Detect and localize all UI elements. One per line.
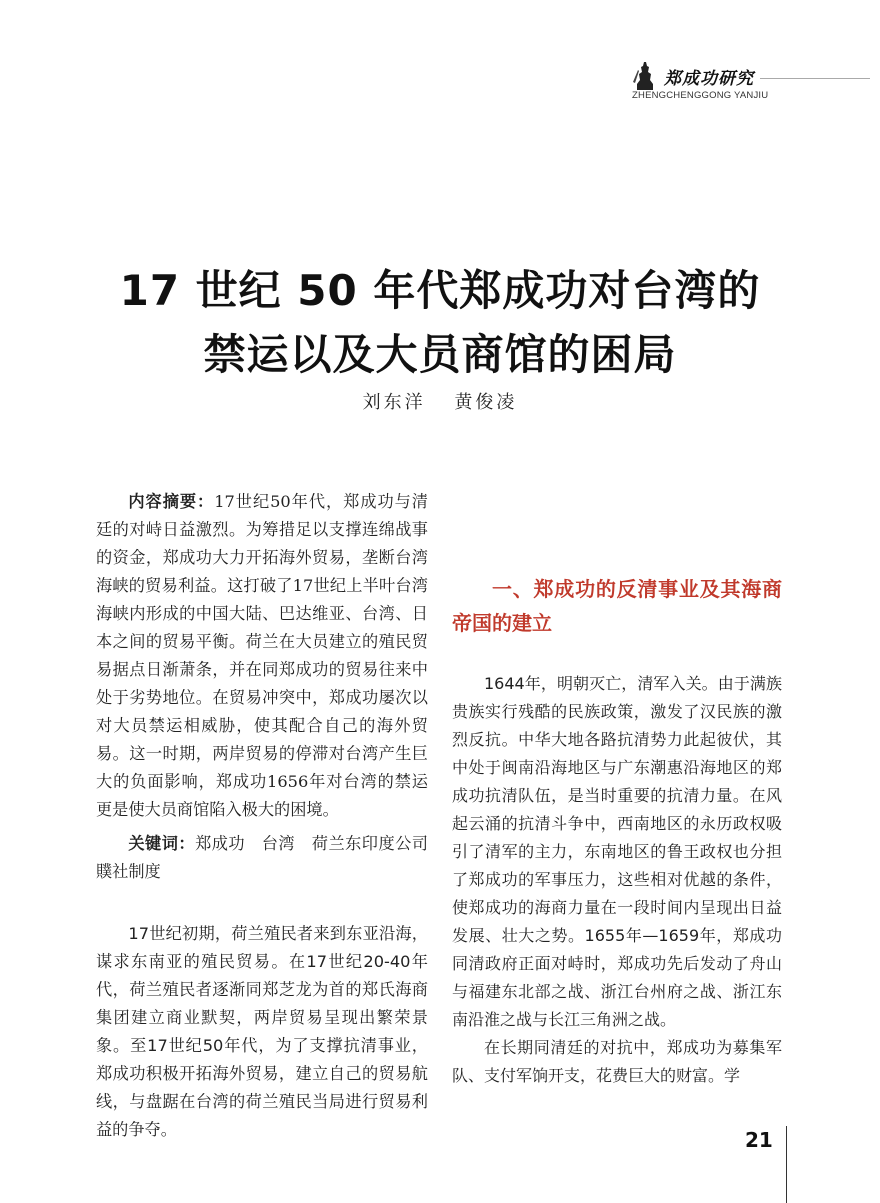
header-rule: [760, 78, 870, 79]
abstract-text: 17世纪50年代，郑成功与清廷的对峙日益激烈。为筹措足以支撑连绵战事的资金，郑成功大力开拓海外贸易，垄断台湾海峡的贸易利益。这打破了17世纪上半叶台湾海峡内形成的中国大陆、巴达维亚、台湾、日本之间的贸易平衡。荷兰在大员建立的殖民贸易据点日渐萧条，并在同郑成功的贸易往来中处于劣势地位。在贸易冲突中，郑成功屡次以对大员禁运相威胁，使其配合自己的海外贸易。这一时期，两岸贸易的停滞对台湾产生巨大的负面影响，郑成功1656年对台湾的禁运更是使大员商馆陷入极大的困境。: [96, 492, 428, 819]
journal-header: [620, 52, 870, 112]
abstract: [96, 488, 428, 824]
abstract-label: 内容摘要：: [128, 492, 215, 511]
page-number: 21: [745, 1128, 773, 1152]
author-1: 刘东洋: [362, 392, 426, 413]
spacer: [96, 886, 428, 920]
authors: [0, 388, 880, 414]
right-column: [452, 488, 782, 1090]
keywords-text: 郑成功 台湾 荷兰东印度公司 贌社制度: [96, 834, 445, 881]
intro-paragraph: 17世纪初期，荷兰殖民者来到东亚沿海，谋求东南亚的殖民贸易。在17世纪20-40年代，荷兰殖民者逐渐同郑芝龙为首的郑氏海商集团建立商业默契，两岸贸易呈现出繁荣景象。至17世纪50年代，为了支撑抗清事业，郑成功积极开拓海外贸易，建立自己的贸易航线，与盘踞在台湾的荷兰殖民当局进行贸易利益的争夺。: [96, 924, 428, 1139]
journal-subtitle: ZHENGCHENGGONG YANJIU: [632, 90, 769, 101]
section1-paragraph2: 在长期同清廷的对抗中，郑成功为募集军队、支付军饷开支，花费巨大的财富。学: [452, 1038, 782, 1085]
left-column: [96, 488, 445, 1144]
keywords: [96, 830, 445, 886]
statue-logo-icon: [630, 60, 660, 92]
author-2: 黄俊凌: [454, 392, 518, 413]
article-title-line2: 禁运以及大员商馆的困局: [203, 330, 677, 379]
section-heading: 一、郑成功的反清事业及其海商帝国的建立: [452, 577, 782, 635]
keywords-label: 关键词：: [128, 834, 196, 853]
footer-rule: [786, 1126, 787, 1203]
journal-title: 郑成功研究: [664, 69, 754, 89]
article-title-line1: 17 世纪 50 年代郑成功对台湾的: [119, 266, 761, 315]
section1-paragraph1: 1644年，明朝灭亡，清军入关。由于满族贵族实行残酷的民族政策，激发了汉民族的激烈反抗。中华大地各路抗清势力此起彼伏，其中处于闽南沿海地区与广东潮惠沿海地区的郑成功抗清队伍，是当时重要的抗清力量。在风起云涌的抗清斗争中，西南地区的永历政权吸引了清军的主力，东南地区的鲁王政权也分担了郑成功的军事压力，这些相对优越的条件，使郑成功的海商力量在一段时间内呈现出日益发展、壮大之势。1655年—1659年，郑成功同清政府正面对峙时，郑成功先后发动了舟山与福建东北部之战、浙江台州府之战、浙江东南沿淮之战与长江三角洲之战。: [452, 674, 782, 1029]
